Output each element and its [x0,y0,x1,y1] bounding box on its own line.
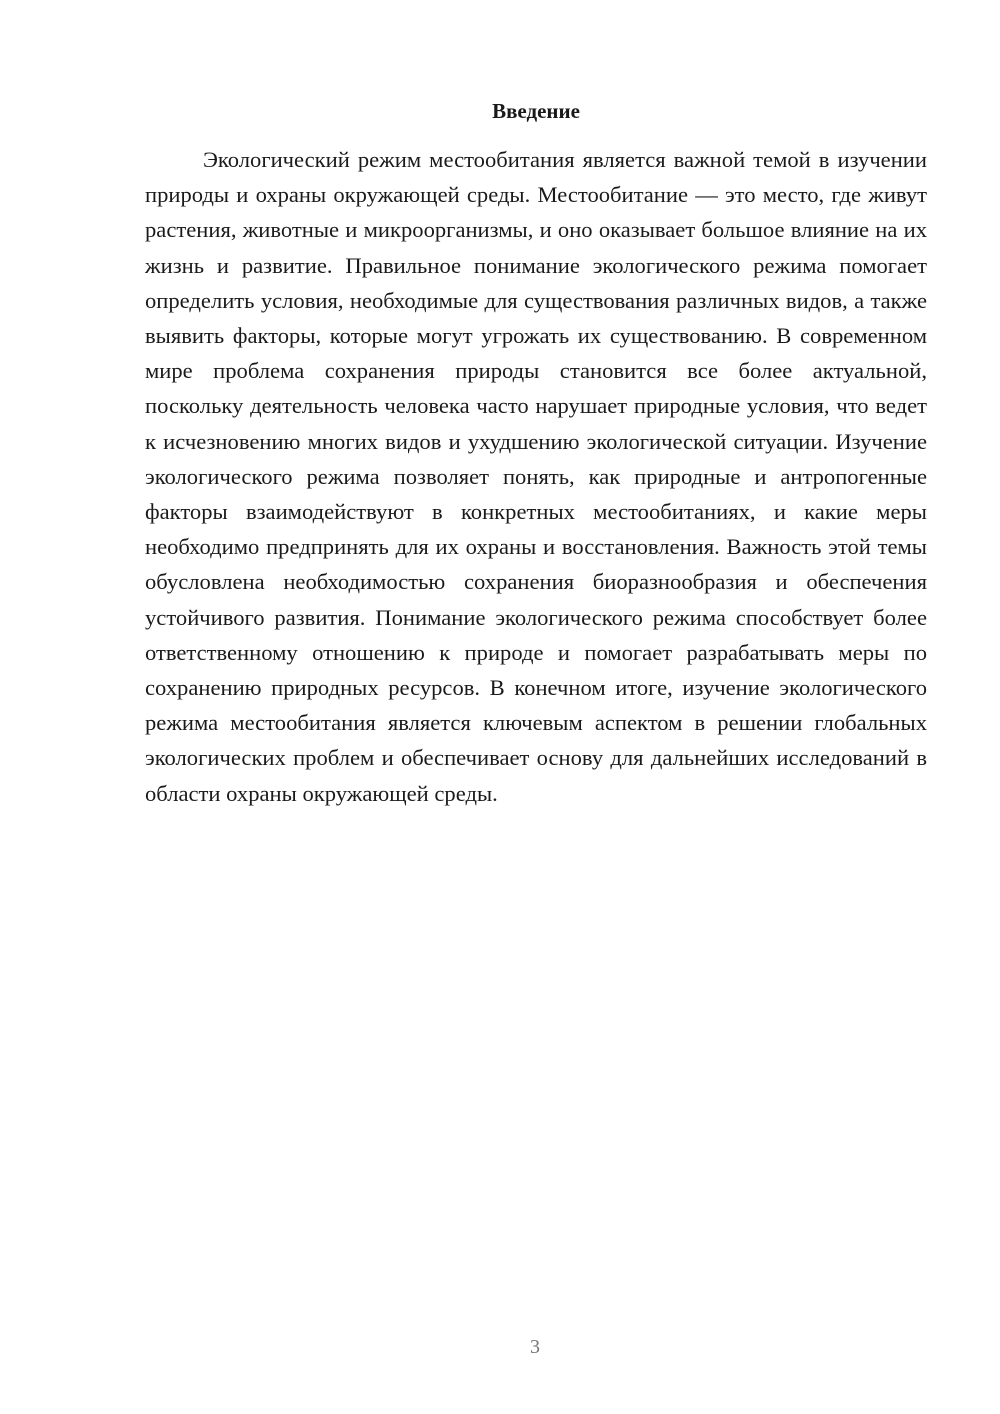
section-heading: Введение [492,99,580,123]
page-number: 3 [530,1336,540,1358]
body-paragraph: Экологический режим местообитания является важной темой в изучении природы и охраны окружающей среды. Местообитание — это место, где живут растения, животные и микроорганизмы, и оно оказывает большое влияние на их жизнь и развитие. Правильное понимание экологического режима помогает определить условия, необходимые для существования различных видов, а также выявить факторы, которые могут угрожать их существованию. В современном мире проблема сохранения природы становится все более актуальной, поскольку деятельность человека часто нарушает природные условия, что ведет к исчезновению многих видов и ухудшению экологической ситуации. Изучение экологического режима позволяет понять, как природные и антропогенные факторы взаимодействуют в конкретных местообитаниях, и какие меры необходимо предпринять для их охраны и восстановления. Важность этой темы обусловлена необходимостью сохранения биоразнообразия и обеспечения устойчивого развития. Понимание экологического режима способствует более ответственному отношению к природе и помогает разрабатывать меры по сохранению природных ресурсов. В конечном итоге, изучение экологического режима местообитания является ключевым аспектом в решении глобальных экологических проблем и обеспечивает основу для дальнейших исследований в области охраны окружающей среды. [145,147,927,806]
